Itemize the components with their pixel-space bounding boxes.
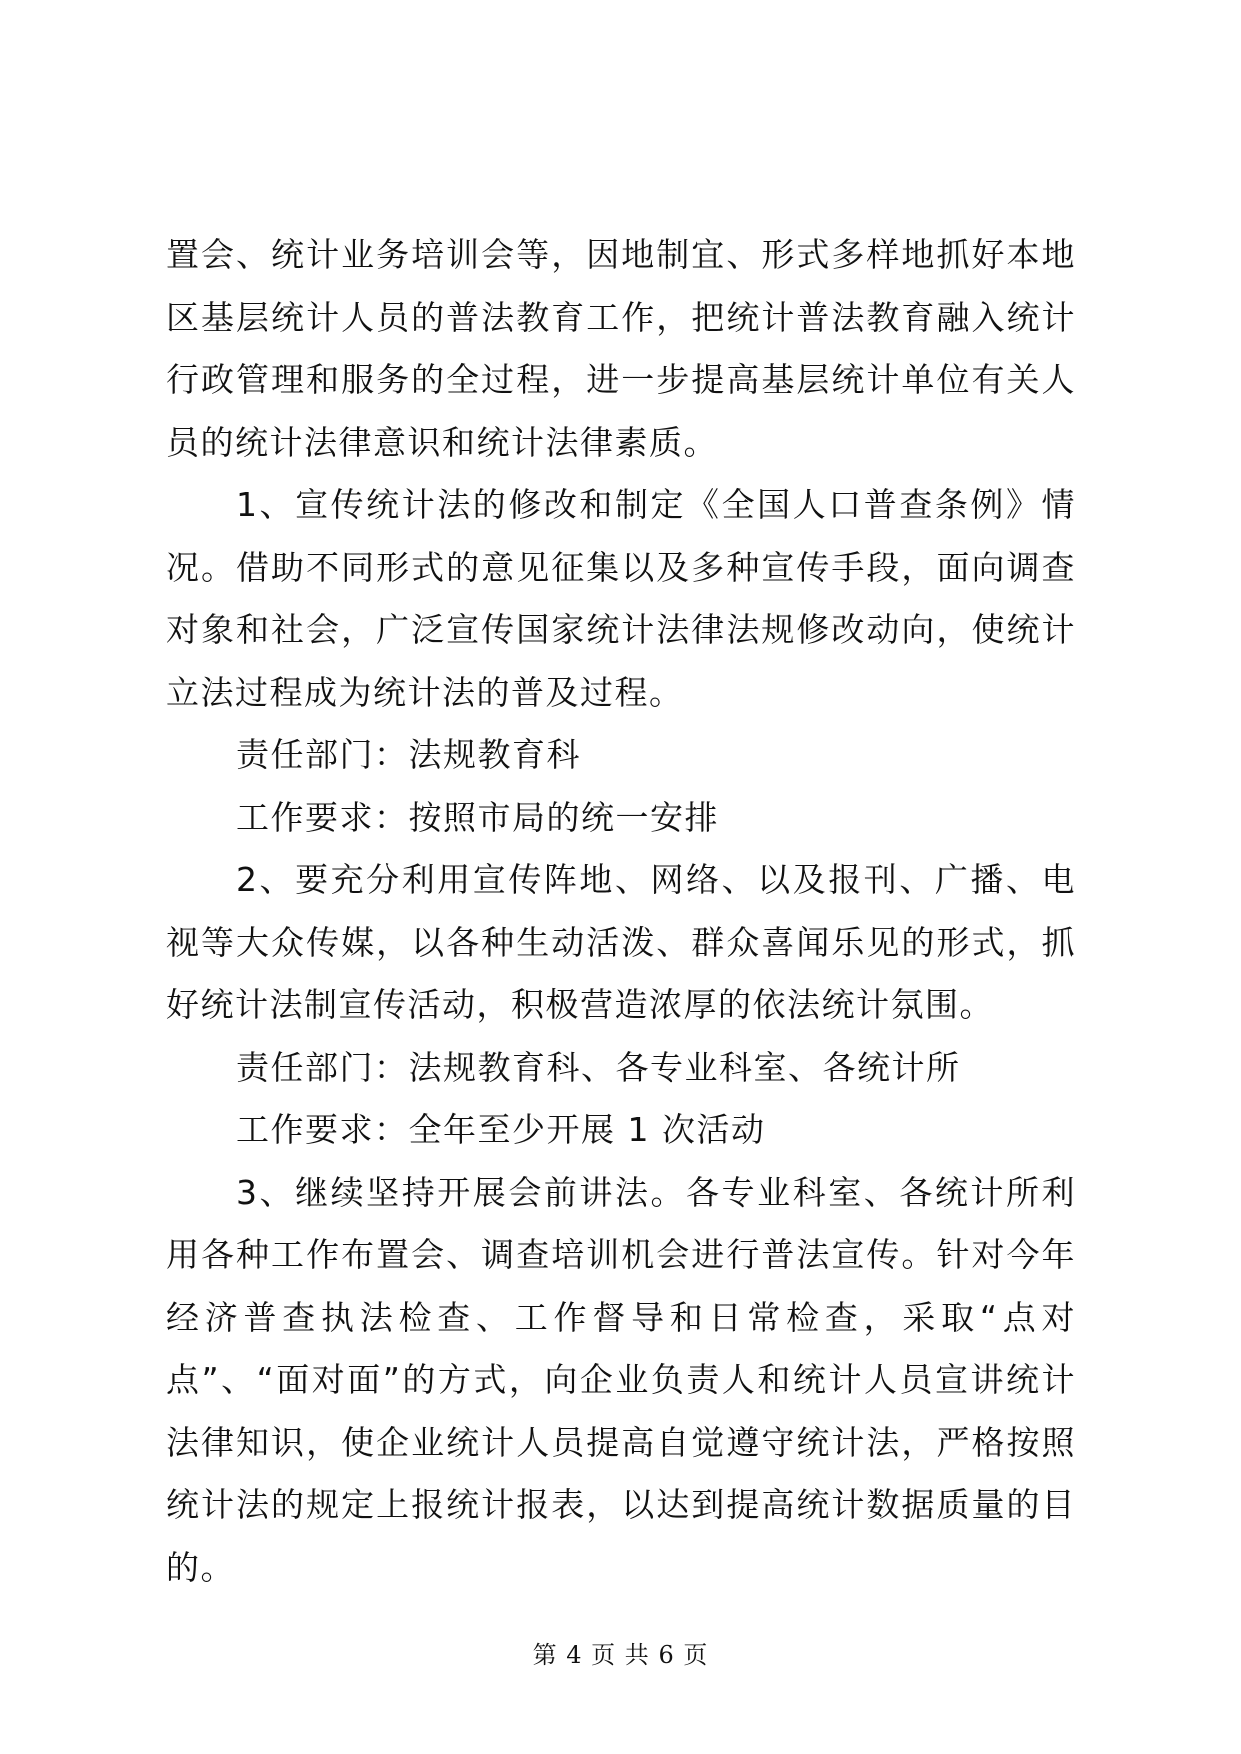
work-requirement-2: 工作要求：全年至少开展 1 次活动 — [236, 1110, 766, 1149]
document-body — [166, 224, 1076, 1599]
page-number-footer: 第 4 页 共 6 页 — [532, 1641, 709, 1669]
responsible-dept-2: 责任部门：法规教育科、各专业科室、各统计所 — [236, 1047, 961, 1087]
paragraph-item-1: 1、宣传统计法的修改和制定《全国人口普查条例》情况。借助不同形式的意见征集以及多种宣传手段，面向调查对象和社会，广泛宣传国家统计法律法规修改动向，使统计立法过程成为统计法的普及过程。 — [166, 485, 1076, 712]
paragraph-item-3: 3、继续坚持开展会前讲法。各专业科室、各统计所利用各种工作布置会、调查培训机会进行普法宣传。针对今年经济普查执法检查、工作督导和日常检查，采取“点对点”、“面对面”的方式，向企业负责人和统计人员宣讲统计法律知识，使企业统计人员提高自觉遵守统计法，严格按照统计法的规定上报统计报表，以达到提高统计数据质量的目的。 — [166, 1172, 1076, 1587]
paragraph-continuation: 置会、统计业务培训会等，因地制宜、形式多样地抓好本地区基层统计人员的普法教育工作，把统计普法教育融入统计行政管理和服务的全过程，进一步提高基层统计单位有关人员的统计法律意识和统计法律素质。 — [166, 235, 1076, 462]
paragraph-item-2: 2、要充分利用宣传阵地、网络、以及报刊、广播、电视等大众传媒，以各种生动活泼、群众喜闻乐见的形式，抓好统计法制宣传活动，积极营造浓厚的依法统计氛围。 — [166, 860, 1076, 1024]
responsible-dept-1: 责任部门：法规教育科 — [236, 735, 581, 774]
work-requirement-1: 工作要求：按照市局的统一安排 — [236, 797, 719, 837]
